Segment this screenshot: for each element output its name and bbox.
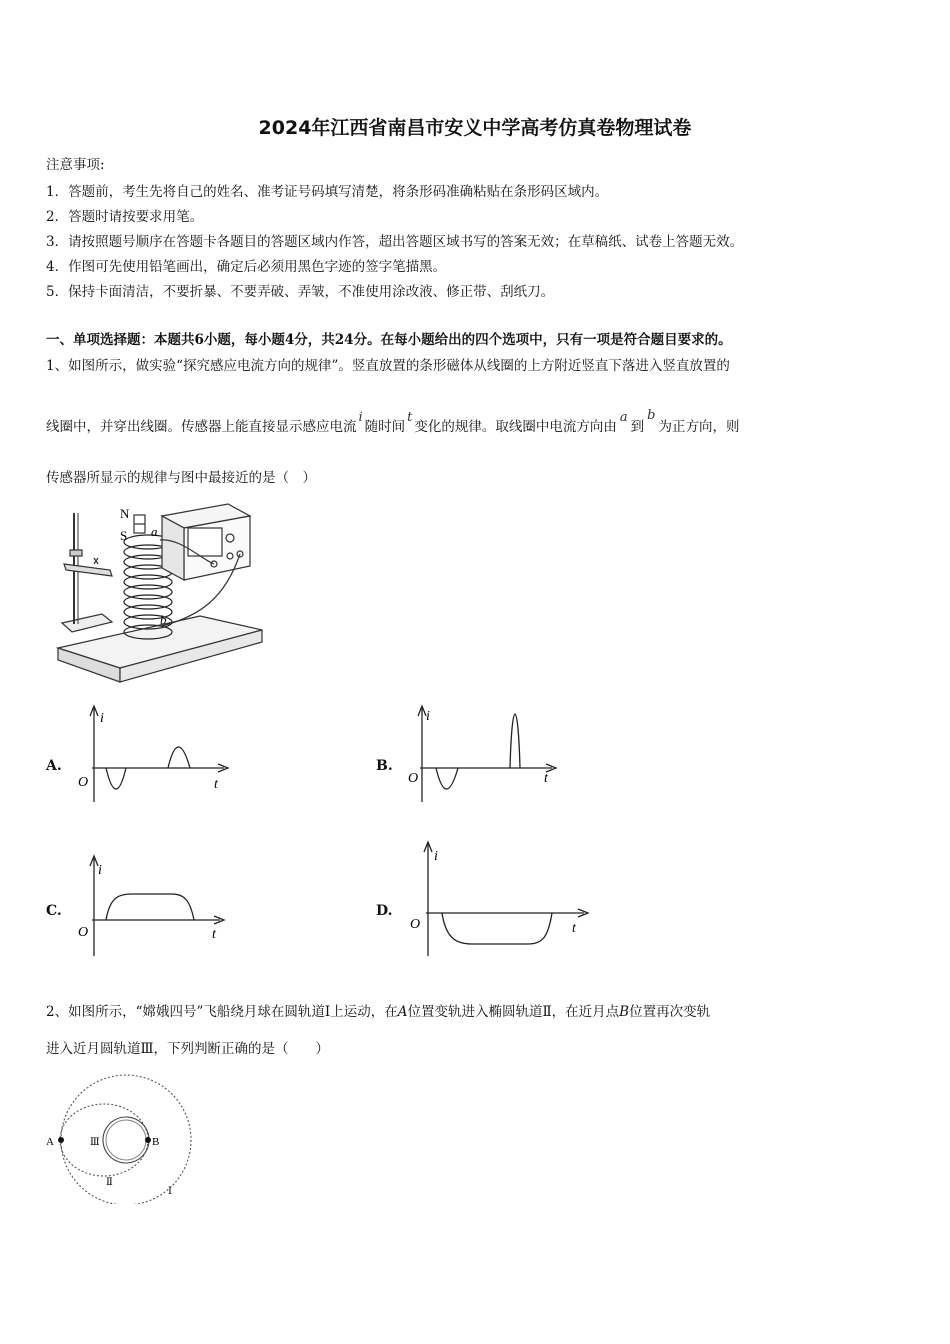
svg-text:O: O [410,917,421,932]
svg-text:i: i [426,709,430,724]
page-title: 2024年江西省南昌市安义中学高考仿真卷物理试卷 [258,117,692,139]
option-a-graph [72,702,237,807]
orbit-i-label: Ⅰ [168,1186,172,1197]
option-d-graph [402,838,592,960]
svg-text:O: O [78,925,89,940]
notice-item: 2．答题时请按要求用笔。 [46,209,204,225]
var-b: b [647,408,656,423]
svg-text:O: O [78,775,89,790]
orbit-iii-label: Ⅲ [90,1137,100,1148]
point-a-label: A [46,1136,54,1148]
notice-item: 3．请按照题号顺序在答题卡各题目的答题区域内作答，超出答题区域书写的答案无效；在草稿纸、试卷上答题无效。 [46,234,744,250]
option-a-label: A. [46,758,62,774]
question-2-text: 2、如图所示，“嫦娥四号”飞船绕月球在圆轨道Ⅰ上运动，在A位置变轨进入椭圆轨道Ⅱ，在近月点B位置再次变轨 [46,1004,711,1020]
magnet-n-label: N [120,506,130,521]
question-1-text: 1、如图所示，做实验“探究感应电流方向的规律”。竖直放置的条形磁体从线圈的上方附近竖直下落进入竖直放置的 [46,358,730,374]
question-2-text-2: 进入近月圆轨道Ⅲ，下列判断正确的是（ ） [46,1041,330,1057]
point-b-label: B [152,1136,160,1148]
svg-text:t: t [572,921,576,936]
coil-b-label: b [160,612,167,627]
svg-text:i: i [98,863,102,878]
var-B: B [619,1004,630,1020]
question-1-text-3: 传感器所显示的规律与图中最接近的是（ ） [46,470,316,486]
magnet-s-label: S [120,528,128,543]
orbit-figure [44,1072,194,1204]
svg-text:i: i [434,849,438,864]
orbit-ii-label: Ⅱ [106,1177,113,1188]
var-A: A [397,1004,408,1020]
option-d-label: D. [376,903,393,919]
option-c-graph [72,852,237,960]
question-1-text-2: 线圈中，并穿出线圈。传感器上能直接显示感应电流i随时间t变化的规律。取线圈中电流方向由a到b为正方向，则 [46,408,740,435]
option-c-label: C. [46,903,62,919]
var-i: i [358,410,363,425]
experiment-figure [50,498,265,683]
option-b-label: B. [376,758,393,774]
svg-text:t: t [544,771,548,786]
svg-text:i: i [100,711,104,726]
svg-text:t: t [212,927,216,942]
var-a: a [619,410,628,425]
notice-item: 5．保持卡面清洁，不要折暴、不要弄破、弄皱，不准使用涂改液、修正带、刮纸刀。 [46,284,555,300]
section-heading: 一、单项选择题：本题共6小题，每小题4分，共24分。在每小题给出的四个选项中，只有一项是符合题目要求的。 [46,332,732,348]
notice-heading: 注意事项: [46,157,105,173]
coil-a-label: a [151,524,158,539]
notice-item: 1．答题前，考生先将自己的姓名、准考证号码填写清楚，将条形码准确粘贴在条形码区域内。 [46,184,609,200]
notice-item: 4．作图可先使用铅笔画出，确定后必须用黑色字迹的签字笔描黑。 [46,259,447,275]
option-b-graph [400,702,565,807]
svg-text:t: t [214,777,218,792]
var-t: t [407,410,413,425]
svg-text:O: O [408,771,419,786]
